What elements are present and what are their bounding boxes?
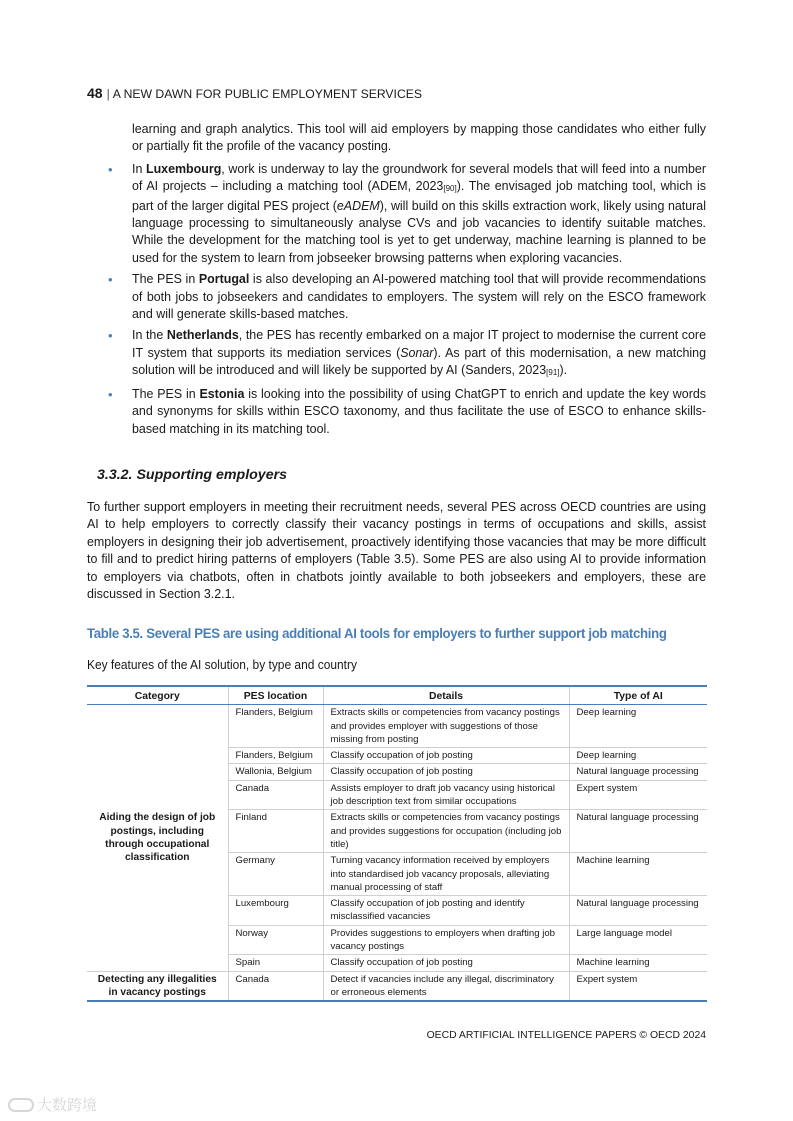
bullet-icon: •: [108, 328, 113, 344]
page-number: 48: [87, 85, 103, 101]
table-header-row: [87, 686, 707, 705]
watermark: [8, 1094, 97, 1115]
category-cell: Aiding the design of job postings, including through occupational classification: [87, 705, 228, 971]
continuation-paragraph: learning and graph analytics. This tool will aid employers by mapping those candidates who either fully or partially fit the profile of the vacancy posting.: [132, 122, 706, 154]
ai-type-cell: Natural language processing: [569, 810, 707, 853]
section-paragraph: To further support employers in meeting their recruitment needs, several PES across OECD countries are using AI to help employers to correctly classify their vacancy postings in terms of occupations and skills, assist employers in designing their job advertisement, proactively identifying those vacancies that may be more difficult to fill and to predict hiring patterns of employers (Table 3.5). Some PES are also using AI to provide information to employers via chatbots, often in chatbots jointly available to both jobseekers and employers, these are discussed in Section 3.2.1.: [87, 500, 706, 602]
ai-type-cell: Natural language processing: [569, 764, 707, 780]
details-cell: Detect if vacancies include any illegal, discriminatory or erroneous elements: [323, 971, 569, 1001]
column-header-type-of-ai: Type of AI: [569, 686, 707, 705]
publication-title: A NEW DAWN FOR PUBLIC EMPLOYMENT SERVICES: [112, 87, 423, 101]
section-heading: 3.3.2. Supporting employers: [97, 467, 288, 483]
location-cell: Flanders, Belgium: [228, 705, 323, 748]
location-cell: Luxembourg: [228, 896, 323, 926]
citation-link[interactable]: [90]: [443, 184, 457, 194]
ai-type-cell: Deep learning: [569, 705, 707, 748]
ai-type-cell: Machine learning: [569, 853, 707, 896]
details-cell: Extracts skills or competencies from vacancy postings and provides employer with suggestions of those missing from posting: [323, 705, 569, 748]
location-cell: Finland: [228, 810, 323, 853]
column-header-category: Category: [87, 686, 228, 705]
details-cell: Classify occupation of job posting: [323, 748, 569, 764]
bullet-portugal: • The PES in Portugal is also developing an AI-powered matching tool that will provide recommendations of both jobs to jobseekers and candidates to employers. The system will rely on the ESCO framework and will generate skills-based matches.: [108, 272, 706, 322]
citation-link[interactable]: [91]: [546, 368, 560, 378]
table-subtitle: Key features of the AI solution, by type and country: [87, 657, 357, 672]
bullet-luxembourg: • In Luxembourg, work is underway to lay the groundwork for several models that will feed into a number of AI projects – including a matching tool (ADEM, $2023_{[90]}$). The envisaged job matching tool, which is part of the larger digital PES project (eADEM), will build on this skills extraction work, likely using natural language processing to simultaneously analyse CVs and job vacancies to identify suitable matches. While the development for the matching tool is yet to get underway, machine learning is planned to be used for the system to learn from jobseeker browsing patterns when exploring vacancies.: [108, 161, 706, 265]
ai-type-cell: Natural language processing: [569, 896, 707, 926]
country-name: Portugal: [198, 272, 250, 287]
details-cell: Assists employer to draft job vacancy using historical job description text from similar occupations: [323, 780, 569, 810]
watermark-logo-icon: [8, 1098, 34, 1112]
watermark-text: 大数跨境: [37, 1097, 98, 1114]
column-header-pes-location: PES location: [228, 686, 323, 705]
page-footer: OECD ARTIFICIAL INTELLIGENCE PAPERS © OECD 2024: [426, 1030, 706, 1041]
location-cell: Germany: [228, 853, 323, 896]
location-cell: Spain: [228, 955, 323, 971]
category-cell: Detecting any illegalities in vacancy postings: [87, 971, 228, 1001]
details-cell: Extracts skills or competencies from vacancy postings and provides suggestions for occupation (including job title): [323, 810, 569, 853]
ai-type-cell: Large language model: [569, 925, 707, 955]
bullet-list: [87, 121, 706, 442]
header-separator: |: [106, 87, 110, 101]
location-cell: Wallonia, Belgium: [228, 764, 323, 780]
details-cell: Turning vacancy information received by employers into standardised job vacancy proposals, alleviating manual processing of staff: [323, 853, 569, 896]
ai-type-cell: Deep learning: [569, 748, 707, 764]
location-cell: Canada: [228, 971, 323, 1001]
bullet-netherlands: • In the Netherlands, the PES has recently embarked on a major IT project to modernise the current core IT system that supports its mediation services (Sonar). As part of this modernisation, a new matching solution will be introduced and will likely be supported by AI (Sanders, $2023_{[91]}$).: [108, 328, 706, 378]
table-row: [87, 705, 707, 748]
country-name: Estonia: [199, 386, 245, 401]
ai-type-cell: Expert system: [569, 780, 707, 810]
bullet-estonia: • The PES in Estonia is looking into the possibility of using ChatGPT to enrich and update the key words and synonyms for skills within ESCO taxonomy, and thus facilitate the use of ESCO to enhance skills-based matching in its matching tool.: [108, 386, 706, 436]
details-cell: Classify occupation of job posting and identify misclassified vacancies: [323, 896, 569, 926]
country-name: Luxembourg: [145, 161, 222, 176]
location-cell: Flanders, Belgium: [228, 748, 323, 764]
running-header: [87, 85, 422, 101]
location-cell: Canada: [228, 780, 323, 810]
location-cell: Norway: [228, 925, 323, 955]
column-header-details: Details: [323, 686, 569, 705]
details-cell: Provides suggestions to employers when drafting job vacancy postings: [323, 925, 569, 955]
bullet-icon: •: [108, 161, 113, 177]
ai-type-cell: Expert system: [576, 973, 638, 985]
table-title: Table 3.5. Several PES are using additional AI tools for employers to further support job matching: [87, 626, 667, 642]
country-name: Netherlands: [166, 328, 239, 343]
ai-type-cell: Machine learning: [569, 955, 707, 971]
details-cell: Classify occupation of job posting: [323, 764, 569, 780]
bullet-icon: •: [108, 272, 113, 288]
table-row: [87, 971, 707, 1001]
ai-tools-table: [87, 685, 707, 1002]
details-cell: Classify occupation of job posting: [323, 955, 569, 971]
bullet-icon: •: [108, 386, 113, 402]
